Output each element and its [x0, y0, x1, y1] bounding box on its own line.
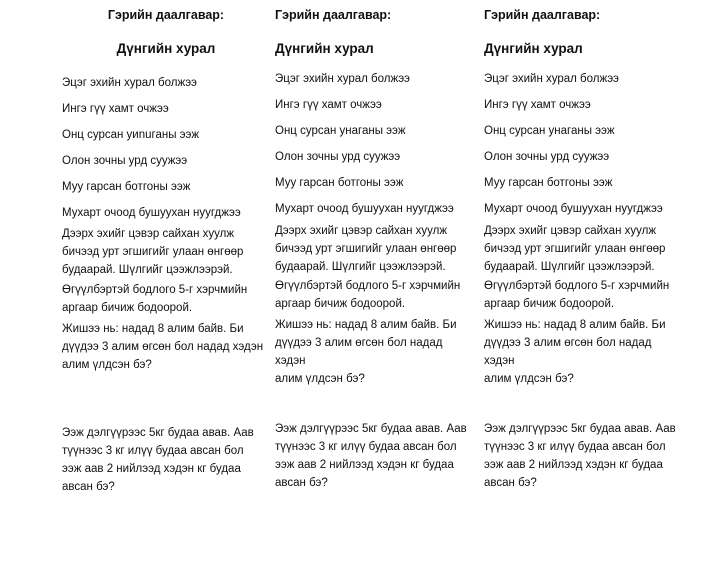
example-problem: Жишээ нь: надад 8 алим байв. Би дүүдээ 3 алим өгсөн бол надад хэдэн алим үлдсэн бэ? — [275, 319, 457, 385]
poem-line-5: Муу гарсан ботгоны ээж — [275, 177, 404, 189]
word-problem: Ээж дэлгүүрээс 5кг будаа авав. Аав түүнээс 3 кг илүү будаа авсан бол ээж аав 2 нийлээд хэдэн кг будаа авсан бэ? — [62, 427, 254, 493]
poem-title: Дүнгийн хурал — [484, 41, 583, 56]
poem-line-2: Ингэ гүү хамт очжээ — [62, 103, 169, 115]
poem-line-4: Олон зочны урд суужээ — [484, 151, 610, 163]
poem-line-5: Муу гарсан ботгоны ээж — [62, 181, 191, 193]
example-problem: Жишээ нь: надад 8 алим байв. Би дүүдээ 3 алим өгсөн бол надад хэдэн алим үлдсэн бэ? — [62, 323, 264, 371]
poem-line-6: Мухарт очоод бушуухан нуугджээ — [62, 207, 241, 219]
poem-title: Дүнгийн хурал — [116, 41, 216, 56]
poem-line-1: Эцэг эхийн хурал болжээ — [275, 73, 410, 85]
poem-line-4: Олон зочны урд суужээ — [62, 155, 188, 167]
poem-title: Дүнгийн хурал — [275, 41, 374, 56]
instruction-problems: Өгүүлбэртэй бодлого 5-г хэрчмийн аргаар бичиж бодоорой. — [484, 280, 670, 310]
column-header: Гэрийн даалгавар: — [107, 8, 225, 22]
poem-line-6: Мухарт очоод бушуухан нуугджээ — [484, 203, 663, 215]
instruction-copy: Дээрх эхийг цэвэр сайхан хуулж бичээд урт эгшигийг улаан өнгөөр будаарай. Шүлгийг цээжлээрэй. — [484, 225, 666, 273]
instruction-copy: Дээрх эхийг цэвэр сайхан хуулж бичээд урт эгшигийг улаан өнгөөр будаарай. Шүлгийг цээжлээрэй. — [62, 228, 244, 276]
example-problem: Жишээ нь: надад 8 алим байв. Би дүүдээ 3 алим өгсөн бол надад хэдэн алим үлдсэн бэ? — [484, 319, 666, 385]
column-header: Гэрийн даалгавар: — [275, 8, 392, 22]
poem-line-2: Ингэ гүү хамт очжээ — [484, 99, 591, 111]
instruction-problems: Өгүүлбэртэй бодлого 5-г хэрчмийн аргаар бичиж бодоорой. — [62, 284, 248, 314]
poem-line-1: Эцэг эхийн хурал болжээ — [484, 73, 619, 85]
poem-line-1: Эцэг эхийн хурал болжээ — [62, 77, 197, 89]
column-header: Гэрийн даалгавар: — [484, 8, 601, 22]
poem-line-3: Онц сурсан унаганы ээж — [484, 125, 615, 137]
poem-line-4: Олон зочны урд суужээ — [275, 151, 401, 163]
poem-line-3: Онц сурсан уиnuганы ээж — [62, 129, 200, 141]
word-problem: Ээж дэлгүүрээс 5кг будаа авав. Аав түүнээс 3 кг илүү будаа авсан бол ээж аав 2 нийлээд хэдэн кг будаа авсан бэ? — [484, 423, 676, 489]
instruction-copy: Дээрх эхийг цэвэр сайхан хуулж бичээд урт эгшигийг улаан өнгөөр будаарай. Шүлгийг цээжлээрэй. — [275, 225, 457, 273]
poem-line-2: Ингэ гүү хамт очжээ — [275, 99, 382, 111]
word-problem: Ээж дэлгүүрээс 5кг будаа авав. Аав түүнээс 3 кг илүү будаа авсан бол ээж аав 2 нийлээд хэдэн кг будаа авсан бэ? — [275, 423, 467, 489]
poem-line-3: Онц сурсан унаганы ээж — [275, 125, 406, 137]
instruction-problems: Өгүүлбэртэй бодлого 5-г хэрчмийн аргаар бичиж бодоорой. — [275, 280, 461, 310]
poem-line-6: Мухарт очоод бушуухан нуугджээ — [275, 203, 454, 215]
poem-line-5: Муу гарсан ботгоны ээж — [484, 177, 613, 189]
